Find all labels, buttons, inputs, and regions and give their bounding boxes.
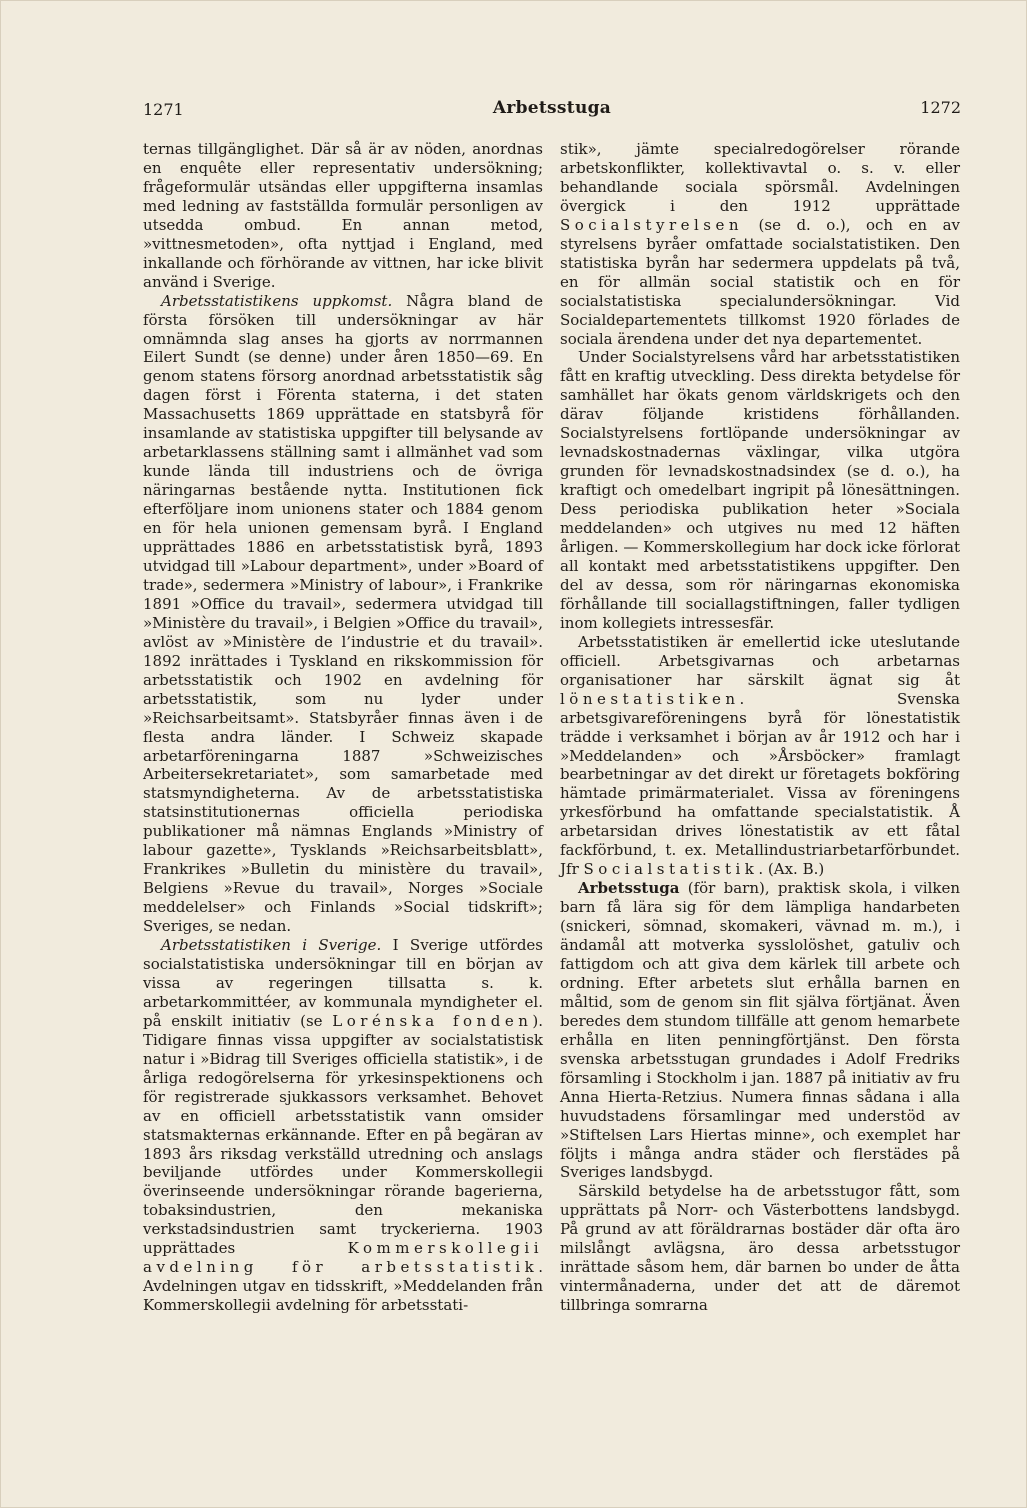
entry-headword: Arbetsstuga <box>578 879 680 898</box>
cross-reference: lönestatistiken <box>560 689 740 708</box>
paragraph-text: . Svenska arbetsgivareföreningens byrå för lönestatistik trädde i verksamhet i början av år 1912 och har i »Meddelanden» och »Årsböcker» framlagt bearbetningar av det direkt ur företagets bokföring hämtade primärmaterialet. Vissa av föreningens yrkesförbund ha omfattande specialstatistik. Å arbetarsidan drives lönestatistik av ett fåtal fackförbund, t. ex. Metallindustriarbetarförbundet. Jfr <box>560 689 960 879</box>
running-header <box>143 100 961 130</box>
paragraph-text: Arbetsstatistiken är emellertid icke uteslutande officiell. Arbetsgivarnas och arbetarnas organisationer har särskilt ägnat sig åt <box>560 632 960 689</box>
section-heading: Arbetsstatistikens uppkomst. <box>161 291 393 310</box>
paragraph <box>560 140 960 348</box>
paragraph <box>560 633 960 879</box>
column-right <box>560 140 960 1315</box>
paragraph: Under Socialstyrelsens vård har arbetsstatistiken fått en kraftig utveckling. Dess direkta betydelse för samhället har ökats genom världskrigets och den därav följande kristidens förhållanden. Socialstyrelsens fortlöpande undersökningar av levnadskostnadernas växlingar, vilka utgöra grunden för levnadskostnadsindex (se d. o.), ha kraftigt och omedelbart ingripit på lönesättningen. Dess periodiska publikation heter »Sociala meddelanden» och utgives nu med 12 häften årligen. — Kommerskollegium har dock icke förlorat all kontakt med arbetsstatistikens uppgifter. Den del av dessa, som rör näringarnas ekonomiska förhållande till sociallagstiftningen, faller tydligen inom kollegiets intressesfär. <box>560 348 960 632</box>
section-heading: Arbetsstatistiken i Sverige. <box>161 936 382 955</box>
paragraph-text: ). Tidigare finnas vissa uppgifter av socialstatistisk natur i »Bidrag till Sveriges officiella statistik», i de årliga redogörelserna för yrkesinspektionens och för registrerade sjukkassors verksamhet. Behovet av en officiell arbetsstatistik vann omsider statsmakternas erkännande. Efter en på begäran av 1893 års riksdag verkställd utredning och anslags beviljande utfördes under Kommerskollegii överinseende undersökningar rörande bagerierna, tobaksindustrien, den mekaniska verkstadsindustrien samt tryckerierna. 1903 upprättades <box>143 1011 543 1258</box>
paragraph: ternas tillgänglighet. Där så är av nöden, anordnas en enquête eller representativ undersökning; frågeformulär utsändas eller uppgifterna insamlas med ledning av fastställda formulär personligen av utsedda ombud. En annan metod, »vittnesmetoden», ofta nyttjad i England, med inkallande och förhörande av vittnen, har icke blivit använd i Sverige. <box>143 140 543 291</box>
paragraph-text: I Sverige utfördes socialstatistiska undersökningar till en början av vissa av regeringen tillsatta s. k. arbetarkommittéer, av kommunala myndigheter el. på enskilt initiativ (se <box>143 936 543 1030</box>
page-number-right: 1272 <box>920 98 961 117</box>
signature: . (Ax. B.) <box>758 860 825 879</box>
paragraph-text: (för barn), praktisk skola, i vilken barn få lära sig för dem lämpliga handarbeten (snickeri, sömnad, skomakeri, vävnad m. m.), i ändamål att motverka sysslolöshet, gatuliv och fattigdom och att giva dem kärlek till arbete och ordning. Efter arbetets slut erhålla barnen en måltid, som de genom sin flit själva förtjänat. Även beredes dem stundom tillfälle att genom hemarbete erhålla en liten penningförtjänst. Den första svenska arbetsstugan grundades i Adolf Fredriks församling i Stockholm i jan. 1887 på initiativ av fru Anna Hierta-Retzius. Numera finnas sådana i alla huvudstadens församlingar med understöd av »Stiftelsen Lars Hiertas minne», och exemplet har följts i många andra städer och flerstädes på Sveriges landsbygd. <box>560 879 960 1182</box>
paragraph <box>143 936 543 1315</box>
cross-reference: Lorénska fonden <box>332 1011 533 1030</box>
cross-reference: Socialstatistik <box>583 860 759 879</box>
paragraph <box>143 292 543 936</box>
paragraph-text: (se d. o.), och en av styrelsens byråer omfattade socialstatistiken. Den statistiska byrån har sedermera uppdelats på två, en för allmän social statistik och en för socialstatistiska specialundersökningar. Vid Socialdepartementets tillkomst 1920 förlades de sociala ärendena under det nya departementet. <box>560 215 960 348</box>
running-title: Arbetsstuga <box>492 98 612 118</box>
column-left <box>143 140 543 1315</box>
paragraph-text: stik», jämte specialredogörelser rörande arbetskonflikter, kollektivavtal o. s. v. eller behandlande sociala spörsmål. Avdelningen övergick i den 1912 upprättade <box>560 140 960 215</box>
page-number-left: 1271 <box>143 100 184 119</box>
paragraph-text: . Avdelningen utgav en tidsskrift, »Meddelanden från Kommerskollegii avdelning för arbetsstati- <box>143 1258 543 1315</box>
paragraph-text: Några bland de första försöken till undersökningar av här omnämnda slag anses ha gjorts av norrmannen Eilert Sundt (se denne) under åren 1850—69. En genom statens försorg anordnad arbetsstatistik såg dagen först i Förenta staterna, i det staten Massachusetts 1869 upprättade en statsbyrå för insamlande av statistiska uppgifter till belysande av arbetarklassens ställning samt i allmänhet vad som kunde lända till industriens och de övriga näringarnas bestående nytta. Institutionen fick efterföljare inom unionens stater och 1884 genom en för hela unionen gemensam byrå. I England upprättades 1886 en arbetsstatistisk byrå, 1893 utvidgad till »Labour department», under »Board of trade», sedermera »Ministry of labour», i Frankrike 1891 »Office du travail», sedermera utvidgad till »Ministère du travail», i Belgien »Office du travail», avlöst av »Ministère de l’industrie et du travail». 1892 inrättades i Tyskland en rikskommission för arbetsstatistik och 1902 en avdelning för arbetsstatistik, som nu lyder under »Reichsarbeitsamt». Statsbyråer finnas även i de flesta andra länder. I Schweiz skapade arbetarföreningarna 1887 »Schweizisches Arbeitersekretariatet», som samarbetade med statsmyndigheterna. Av de arbetsstatistiska statsinstitutionernas officiella periodiska publikationer må nämnas Englands »Ministry of labour gazette», Tysklands »Reichsarbeitsblatt», Frankrikes »Bulletin du ministère du travail», Belgiens »Revue du travail», Norges »Sociale meddelelser» och Finlands »Social tidskrift»; Sveriges, se nedan. <box>143 291 543 936</box>
paragraph <box>560 879 960 1182</box>
paragraph: Särskild betydelse ha de arbetsstugor fått, som upprättats på Norr- och Västerbottens landsbygd. På grund av att föräldrarnas bostäder där ofta äro milslångt avlägsna, äro dessa arbetsstugor inrättade såsom hem, där barnen bo under de åtta vintermånaderna, under det att de däremot tillbringa somrarna <box>560 1182 960 1315</box>
cross-reference: Socialstyrelsen <box>560 215 744 234</box>
cross-reference: Kommerskollegii avdelning för arbetsstatistik <box>143 1239 543 1277</box>
